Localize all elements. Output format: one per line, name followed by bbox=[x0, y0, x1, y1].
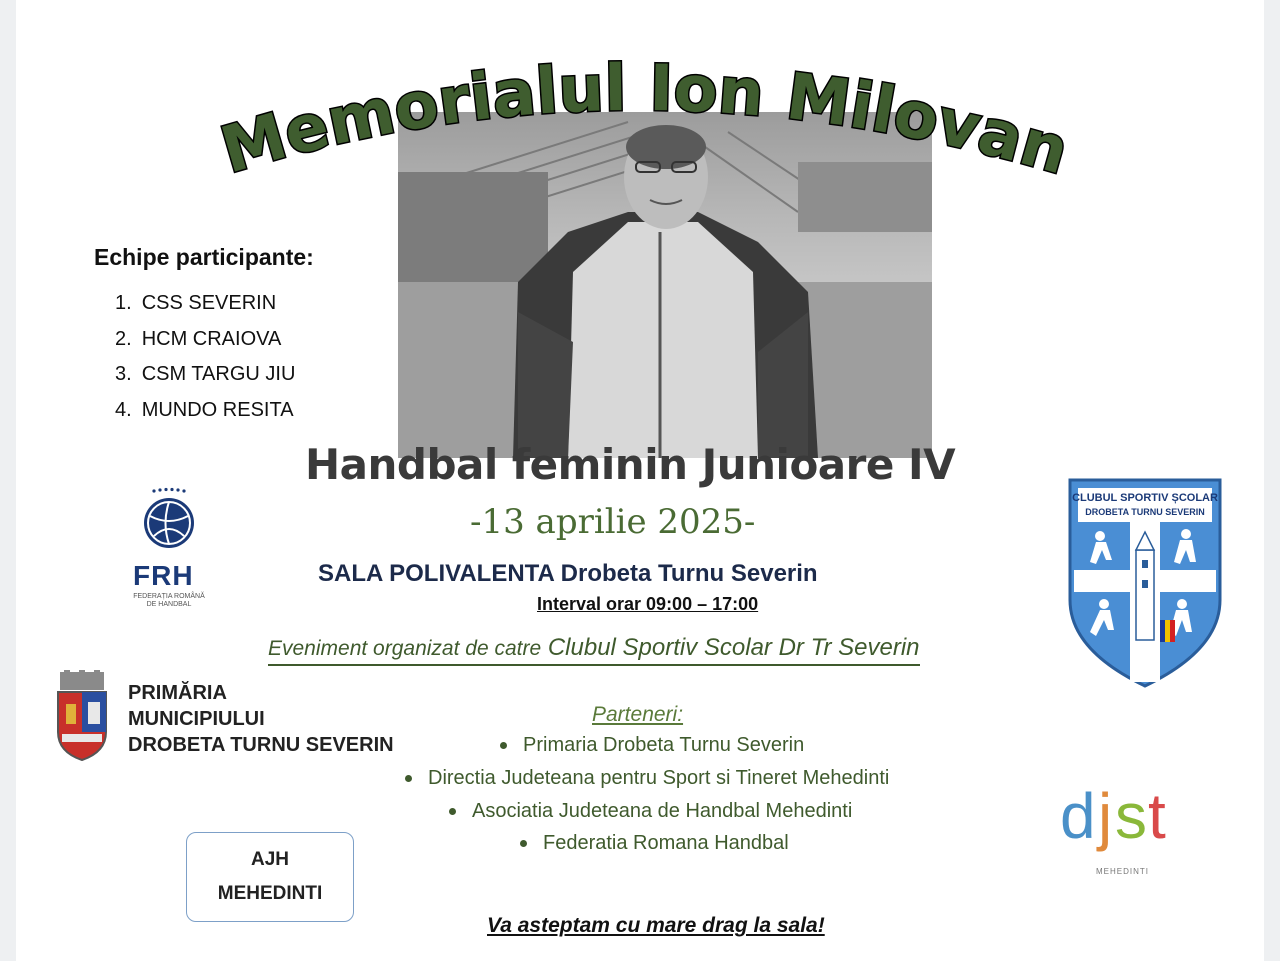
team-number: 1. bbox=[115, 292, 132, 314]
bullet-icon bbox=[449, 808, 456, 815]
team-list bbox=[115, 292, 295, 434]
partners-label: Parteneri: bbox=[592, 703, 684, 726]
partner-name: Directia Judeteana pentru Sport si Tineret Mehedinti bbox=[428, 767, 890, 789]
list-item bbox=[449, 800, 852, 823]
bullet-icon bbox=[520, 840, 527, 847]
partner-name: Asociatia Judeteana de Handbal Mehedinti bbox=[472, 800, 853, 822]
bullet-icon bbox=[405, 775, 412, 782]
frh-subtitle-line2: DE HANDBAL bbox=[146, 601, 192, 608]
event-organizer bbox=[268, 634, 920, 666]
team-number: 4. bbox=[115, 398, 132, 421]
title-arc bbox=[150, 40, 1150, 220]
frh-acronym: FRH bbox=[133, 560, 194, 591]
djst-subtitle: MEHEDINTI bbox=[1096, 867, 1149, 876]
list-item bbox=[115, 399, 295, 435]
djst-letter-d: d bbox=[1060, 780, 1096, 852]
list-item bbox=[405, 767, 889, 790]
css-shield-logo bbox=[1060, 470, 1230, 692]
primaria-line2: MUNICIPIULUI bbox=[128, 708, 265, 730]
list-item bbox=[115, 363, 295, 399]
footer-invite: Va asteptam cu mare drag la sala! bbox=[487, 914, 825, 937]
list-item bbox=[115, 292, 295, 328]
list-item bbox=[115, 328, 295, 364]
event-hours: Interval orar 09:00 – 17:00 bbox=[537, 594, 759, 614]
primaria-name bbox=[128, 680, 394, 758]
list-item bbox=[500, 734, 804, 757]
css-logo-line2: DROBETA TURNU SEVERIN bbox=[1085, 507, 1205, 517]
primaria-line1: PRIMĂRIA bbox=[128, 682, 227, 704]
css-logo-line1: CLUBUL SPORTIV ȘCOLAR bbox=[1072, 492, 1218, 504]
ajh-line1: AJH bbox=[250, 849, 289, 870]
event-venue: SALA POLIVALENTA Drobeta Turnu Severin bbox=[318, 560, 818, 587]
team-number: 2. bbox=[115, 327, 132, 350]
djst-logo bbox=[1060, 770, 1180, 866]
team-name: HCM CRAIOVA bbox=[141, 327, 282, 350]
main-title: Memorialul Ion Milovan bbox=[213, 51, 1077, 190]
primaria-line3: DROBETA TURNU SEVERIN bbox=[128, 734, 394, 756]
ajh-line2: MEHEDINTI bbox=[217, 883, 323, 904]
event-date: -13 aprilie 2025- bbox=[470, 502, 756, 542]
organizer-name: Clubul Sportiv Scolar Dr Tr Severin bbox=[547, 634, 920, 661]
teams-heading: Echipe participante: bbox=[94, 244, 314, 270]
team-name: MUNDO RESITA bbox=[141, 398, 294, 421]
djst-letter-s: s bbox=[1115, 780, 1147, 852]
partner-name: Federatia Romana Handbal bbox=[543, 832, 789, 854]
list-item bbox=[520, 832, 789, 855]
ajh-box bbox=[186, 832, 354, 922]
frh-subtitle-line1: FEDERAȚIA ROMÂNĂ bbox=[133, 593, 205, 600]
team-name: CSM TARGU JIU bbox=[141, 363, 296, 386]
frh-ball-icon bbox=[140, 486, 198, 552]
team-name: CSS SEVERIN bbox=[141, 292, 277, 314]
partner-name: Primaria Drobeta Turnu Severin bbox=[523, 734, 805, 756]
bullet-icon bbox=[500, 742, 507, 749]
primaria-crest-icon bbox=[54, 670, 110, 762]
djst-letter-t: t bbox=[1148, 780, 1166, 852]
event-category: Handbal feminin Junioare IV bbox=[305, 440, 956, 489]
team-number: 3. bbox=[115, 363, 132, 386]
frh-subtitle bbox=[128, 593, 210, 609]
organizer-lead: Eveniment organizat de catre bbox=[268, 637, 542, 660]
djst-letter-j: j bbox=[1098, 780, 1113, 852]
